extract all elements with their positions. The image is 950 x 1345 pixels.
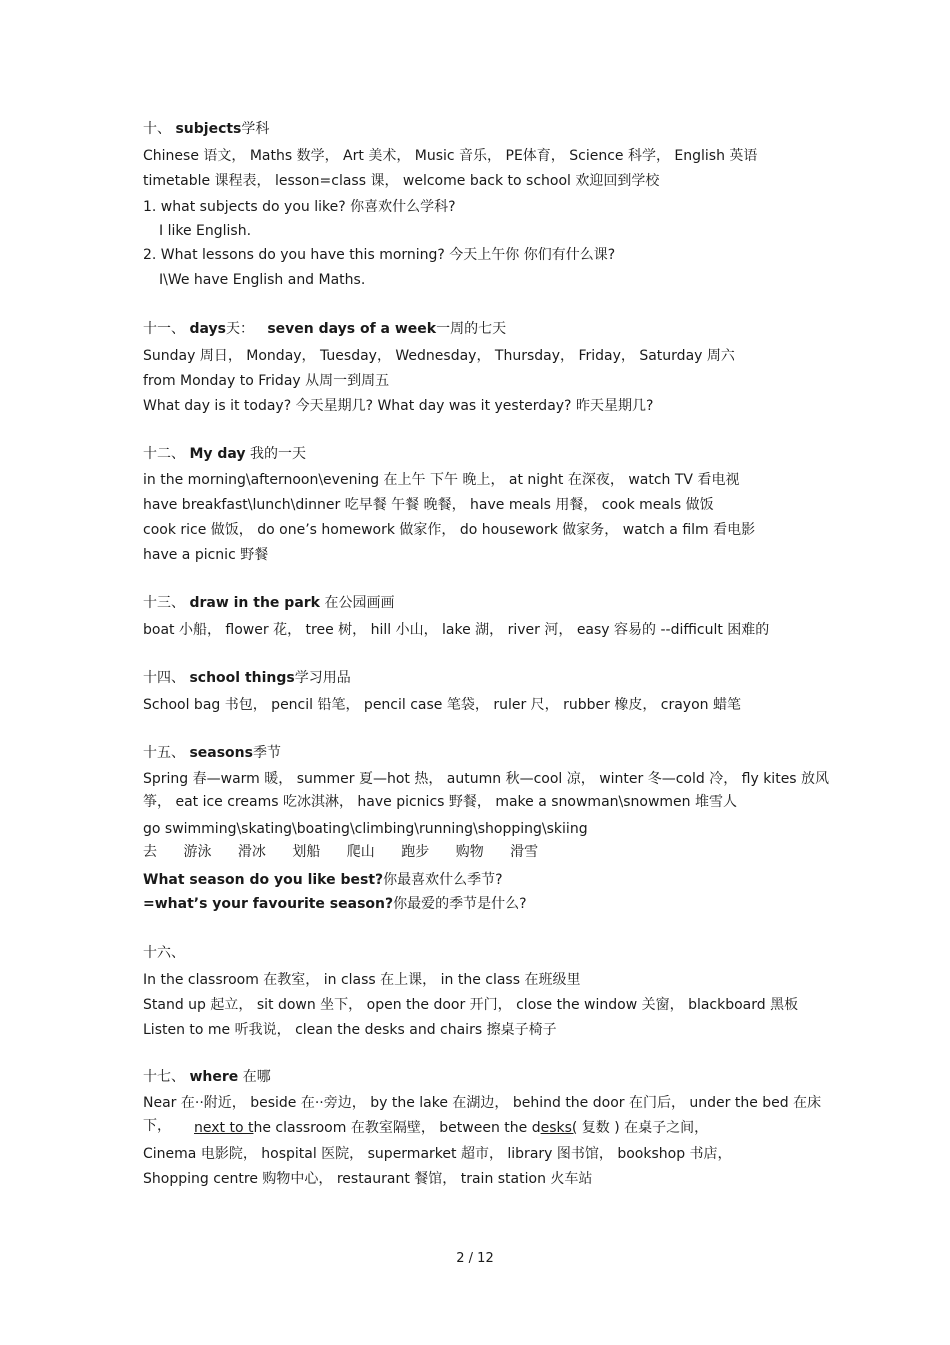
question-text-cn: 你最爱的季节是什么? (393, 896, 527, 912)
text-line: 1. what subjects do you like? 你喜欢什么学科? (143, 199, 456, 215)
text-line: Cinema 电影院， hospital 医院， supermarket 超市， library 图书馆， bookshop 书店， (143, 1146, 732, 1162)
text-paragraph: Near 在··附近， beside 在··旁边， by the lake 在湖边， behind the door 在门后， under the bed 在床下， (143, 1095, 822, 1134)
text-line: Chinese 语文， Maths 数学， Art 美术， Music 音乐， PE体育， Science 科学， English 英语 (143, 148, 758, 164)
text-line: School bag 书包， pencil 铅笔， pencil case 笔袋， ruler 尺， rubber 橡皮， crayon 蜡笔 (143, 697, 741, 713)
text-line: Stand up 起立， sit down 坐下， open the door 开门， close the window 关窗， blackboard 黑板 (143, 997, 799, 1013)
text-paragraph: Spring 春—warm 暖， summer 夏—hot 热， autumn 秋—cool 凉， winter 冬—cold 冷， fly kites 放风筝， eat ice creams 吃冰淇淋， have picnics 野餐， make a snowman\snowmen 堆雪人 (143, 771, 830, 810)
question-text: What season do you like best? (143, 872, 384, 888)
text-line: timetable 课程表， lesson=class 课， welcome back to school 欢迎回到学校 (143, 173, 660, 189)
section-12-heading (143, 445, 833, 463)
section-number: 十三、 (143, 595, 185, 611)
section-14-heading (143, 669, 833, 687)
section-title-cn: 学习用品 (294, 670, 351, 686)
text-line: have a picnic 野餐 (143, 547, 269, 563)
underlined-text: next to t (194, 1120, 254, 1136)
section-title-cn: 在公园画画 (324, 595, 395, 611)
section-number: 十一、 (143, 321, 185, 337)
section-number: 十、 (143, 121, 171, 137)
text-line: Shopping centre 购物中心， restaurant 餐馆， train station 火车站 (143, 1171, 593, 1187)
section-number: 十七、 (143, 1069, 185, 1085)
section-title-cn: 在哪 (242, 1069, 271, 1085)
text-line: Listen to me 听我说， clean the desks and chairs 擦桌子椅子 (143, 1022, 557, 1038)
section-title-cn: 学科 (241, 121, 270, 137)
text-line: 2. What lessons do you have this morning? 今天上午你 你们有什么课? (143, 247, 616, 263)
question-text-cn: 你最喜欢什么季节? (383, 872, 503, 888)
section-10-heading (143, 120, 833, 138)
section-number: 十四、 (143, 670, 185, 686)
section-title: days (189, 321, 226, 337)
text-line: in the morning\afternoon\evening 在上午 下午 晚上， at night 在深夜， watch TV 看电视 (143, 472, 740, 488)
section-title-cn: 季节 (252, 745, 281, 761)
text-line (194, 1119, 834, 1137)
section-11-heading (143, 320, 833, 338)
section-title-cn: 天： (225, 321, 254, 337)
text-segment: he classroom 在教室隔壁， between the d (253, 1120, 541, 1136)
text-line: I like English. (159, 223, 252, 239)
section-title: draw in the park (189, 595, 320, 611)
section-16-heading: 十六、 (143, 945, 185, 961)
text-line: 去 游泳 滑冰 划船 爬山 跑步 购物 滑雪 (143, 844, 539, 860)
page-number: 2 / 12 (456, 1251, 494, 1266)
text-line: I\We have English and Maths. (159, 272, 366, 288)
underlined-text: esks( (540, 1120, 578, 1136)
section-13-heading (143, 594, 833, 612)
question-line (143, 895, 833, 913)
text-line: have breakfast\lunch\dinner 吃早餐 午餐 晚餐， have meals 用餐， cook meals 做饭 (143, 497, 714, 513)
section-title: where (189, 1069, 239, 1085)
section-title-cn: 我的一天 (250, 446, 307, 462)
section-title: seasons (189, 745, 253, 761)
question-text: =what’s your favourite season? (143, 896, 394, 912)
text-line: boat 小船， flower 花， tree 树， hill 小山， lake 湖， river 河， easy 容易的 --difficult 困难的 (143, 622, 770, 638)
section-title: subjects (175, 121, 242, 137)
section-17-heading (143, 1068, 833, 1086)
text-line: cook rice 做饭， do one’s homework 做家作， do housework 做家务， watch a film 看电影 (143, 522, 756, 538)
section-15-heading (143, 744, 833, 762)
section-subtitle: seven days of a week (267, 321, 437, 337)
text-segment: 复数 ) 在桌子之间， (577, 1120, 709, 1136)
text-line: Sunday 周日， Monday， Tuesday， Wednesday， Thursday， Friday， Saturday 周六 (143, 348, 735, 364)
text-line: from Monday to Friday 从周一到周五 (143, 373, 390, 389)
section-title: My day (189, 446, 246, 462)
section-number: 十二、 (143, 446, 185, 462)
text-line: In the classroom 在教室， in class 在上课， in the class 在班级里 (143, 972, 581, 988)
section-title: school things (189, 670, 295, 686)
text-line: What day is it today? 今天星期几? What day was it yesterday? 昨天星期几? (143, 398, 654, 414)
text-line: go swimming\skating\boating\climbing\running\shopping\skiing (143, 821, 588, 837)
section-subtitle-cn: 一周的七天 (436, 321, 507, 337)
section-number: 十五、 (143, 745, 185, 761)
question-line (143, 871, 833, 889)
